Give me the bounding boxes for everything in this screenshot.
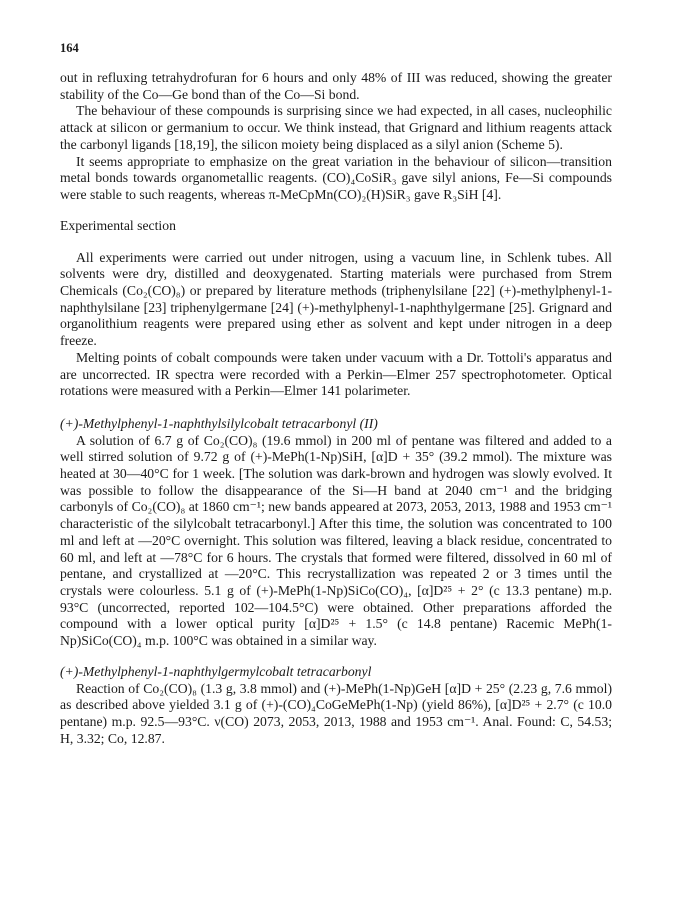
- germyl-compound-heading: (+)-Methylphenyl-1-naphthylgermylcobalt tetracarbonyl: [60, 663, 372, 679]
- paragraph-general-methods: All experiments were carried out under nitrogen, using a vacuum line, in Schlenk tubes. All solvents were dry, distilled and deoxygenated. Starting materials were purchased from Strem Chemicals (Co₂(CO)₈) or prepared by literature methods (triphenylsilane [22] (+)-methylphenyl-1-naphthylsilane [23] triphenylgermane [24] (+)-methylphenyl-1-naphthylgermane [25]. Grignard and organolithium reagents were prepared using ether as solvent and kept under nitrogen in a deep freeze.: [60, 249, 612, 349]
- page-number: 164: [60, 41, 79, 55]
- paragraph-continuation: out in refluxing tetrahydrofuran for 6 hours and only 48% of III was reduced, showing the greater stability of the Co—Ge bond than of the Co—Si bond.: [60, 70, 612, 102]
- germyl-compound-procedure: Reaction of Co₂(CO)₈ (1.3 g, 3.8 mmol) and (+)-MePh(1-Np)GeH [α]D + 25° (2.23 g, 7.6 mmol) as described above yielded 3.1 g of (+)-(CO)₄CoGeMePh(1-Np) (yield 86%), [α]D²⁵ + 2.7° (c 10.0 pentane) m.p. 92.5—93°C. ν(CO) 2073, 2053, 2013, 1988 and 1953 cm⁻¹. Anal. Found: C, 54.53; H, 3.32; Co, 12.87.: [60, 680, 612, 746]
- paragraph-instruments: Melting points of cobalt compounds were taken under vacuum with a Dr. Tottoli's apparatus and are uncorrected. IR spectra were recorded with a Perkin—Elmer 257 spectrophotometer. Optical rotations were measured with a Perkin—Elmer 141 polarimeter.: [60, 349, 612, 399]
- compound-ii-heading: (+)-Methylphenyl-1-naphthylsilylcobalt tetracarbonyl (II): [60, 415, 378, 431]
- experimental-section-heading: Experimental section: [60, 217, 176, 233]
- paragraph-variation: It seems appropriate to emphasize on the great variation in the behaviour of silicon—transition metal bonds towards organometallic reagents. (CO)₄CoSiR₃ gave silyl anions, Fe—Si compounds were stable to such reagents, whereas π-MeCpMn(CO)₂(H)SiR₃ gave R₃SiH [4].: [60, 153, 612, 202]
- paragraph-behaviour: The behaviour of these compounds is surprising since we had expected, in all cases, nucleophilic attack at silicon or germanium to occur. We think instead, that Grignard and lithium reagents attack the carbonyl ligands [18,19], the silicon moiety being displaced as a silyl anion (Scheme 5).: [60, 103, 612, 152]
- compound-ii-procedure: A solution of 6.7 g of Co₂(CO)₈ (19.6 mmol) in 200 ml of pentane was filtered and added to a well stirred solution of 9.72 g of (+)-MePh(1-Np)SiH, [α]D + 35° (39.2 mmol). The mixture was heated at 30—40°C for 1 week. [The solution was dark-brown and hydrogen was slowly evolved. It was possible to follow the disappearance of the Si—H band at 2040 cm⁻¹ and the bridging carbonyls of Co₂(CO)₈ at 1860 cm⁻¹; new bands appeared at 2073, 2053, 2013, 1988 and 1953 cm⁻¹ characteristic of the silylcobalt tetracarbonyl.] After this time, the solution was concentrated to 100 ml and left at —20°C overnight. This solution was filtered, leaving a black residue, concentrated to 60 ml, and left at —78°C for 6 hours. The crystals that formed were filtered, dissolved in 60 ml of pentane, and crystallized at —20°C. This recrystallization was repeated 2 or 3 times until the crystals were colourless. 5.1 g of (+)-MePh(1-Np)SiCo(CO)₄, [α]D²⁵ + 2° (c 13.3 pentane) m.p. 93°C (uncorrected, reported 102—104.5°C) were obtained. Other preparations afforded the compound with a lower optical purity [α]D²⁵ + 1.5° (c 14.8 pentane) Racemic MePh(1-Np)SiCo(CO)₄ m.p. 100°C was obtained in a similar way.: [60, 432, 612, 649]
